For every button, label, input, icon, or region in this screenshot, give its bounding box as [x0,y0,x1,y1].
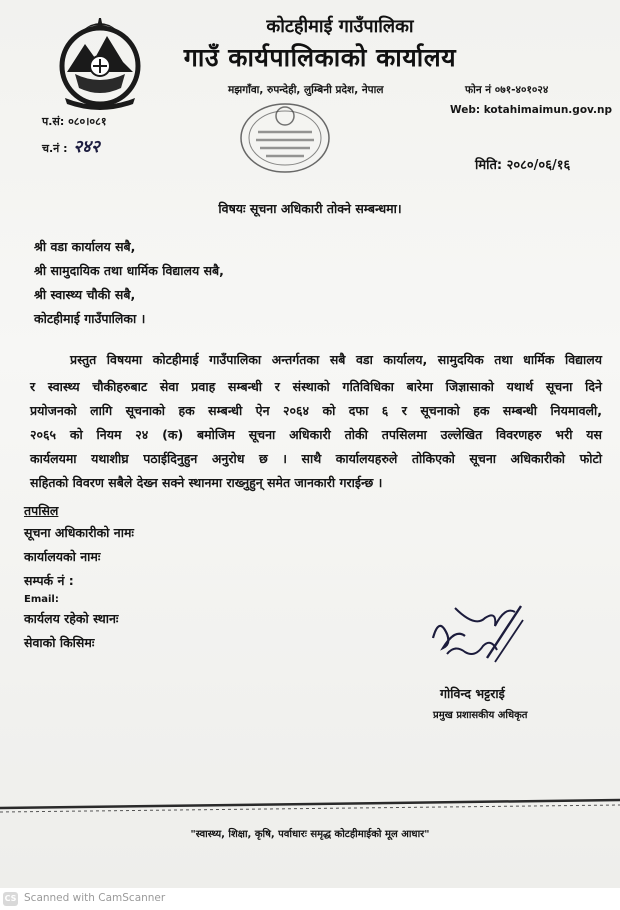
municipality-name: कोटहीमाई गाउँपालिका [266,16,414,37]
field-service-type: सेवाको किसिमः [24,635,95,650]
body-text-line: प्रस्तुत विषयमा कोटहीमाई गाउँपालिका अन्तर्गतका सबै वडा कार्यालय, सामुदयिक तथा धार्मिक विद्यालय [70,352,602,367]
camscanner-logo-icon: CS [3,892,18,906]
office-stamp-icon [230,98,340,178]
body-text-line: र स्वास्थ्य चौकीहरुबाट सेवा प्रवाह सम्बन्धी र संस्थाको गतिविधिका बारेमा जिज्ञासाको यथार्थ सूचना दिने [30,379,602,394]
government-emblem-icon [55,12,145,110]
field-info-officer-name: सूचना अधिकारीको नामः [24,525,134,540]
body-text-line: २०६५ को नियम २४ (क) बमोजिम सूचना अधिकारी तोकी तपसिलमा उल्लेखित विवरणहरु भरी यस [30,427,602,442]
handwritten-signature [425,598,525,668]
office-website: Web: kotahimaimun.gov.np [450,104,612,116]
tapsil-heading: तपसिल [24,503,59,518]
chalani-value: २४२ [73,137,100,157]
scanner-watermark-bar [0,888,620,910]
office-title: गाउँ कार्यपालिकाको कार्यालय [183,43,457,72]
letter-subject: विषयः सूचना अधिकारी तोक्ने सम्बन्धमा। [218,201,402,216]
recipient-line: श्री वडा कार्यालय सबै, [34,239,136,254]
chalani-label: च.नं : [42,142,68,155]
signatory-name: गोविन्द भट्टराई [440,686,505,701]
scanner-watermark-text: Scanned with CamScanner [24,892,166,904]
chalani-number [42,134,100,157]
field-office-location: कार्यलय रहेको स्थानः [24,611,119,626]
recipient-line: श्री सामुदायिक तथा धार्मिक विद्यालय सबै, [34,263,224,278]
body-text-line: कार्यलयमा यथाशीघ्र पठाईदिनुहुन अनुरोध छ । साथै कार्यालयहरुले तोकिएको सूचना अधिकारीको फोटो [30,451,602,466]
body-text-line: प्रयोजनको लागि सूचनाको हक सम्बन्धी ऐन २०६४ को दफा ६ र सूचनाको हक सम्बन्धी नियमावली, [30,403,602,418]
footer-decorative-line [0,790,620,822]
recipient-line: श्री स्वास्थ्य चौकी सबै, [34,287,136,302]
field-office-name: कार्यालयको नामः [24,549,101,564]
field-contact-number: सम्पर्क नं : [24,573,74,588]
letter-date: मिति: २०८०/०६/१६ [475,158,571,173]
patra-sankhya: प.सं: ०८०।०८१ [42,115,107,128]
signatory-role: प्रमुख प्रशासकीय अधिकृत [433,710,528,721]
office-address: मझगाँवा, रुपन्देही, लुम्बिनी प्रदेश, नेपाल [228,84,384,96]
field-email: Email: [24,594,59,605]
recipient-line: कोटहीमाई गाउँपालिका । [34,311,146,326]
footer-motto: "स्वास्थ्य, शिक्षा, कृषि, पर्वाधारः समृद्ध कोटहीमाईको मूल आधार" [190,829,430,840]
office-phone: फोन नं ०७१-४०१०२४ [465,84,549,96]
body-text-line: सहितको विवरण सबैले देख्न सक्ने स्थानमा राख्नुहुन् समेत जानकारी गराईन्छ । [30,475,383,490]
